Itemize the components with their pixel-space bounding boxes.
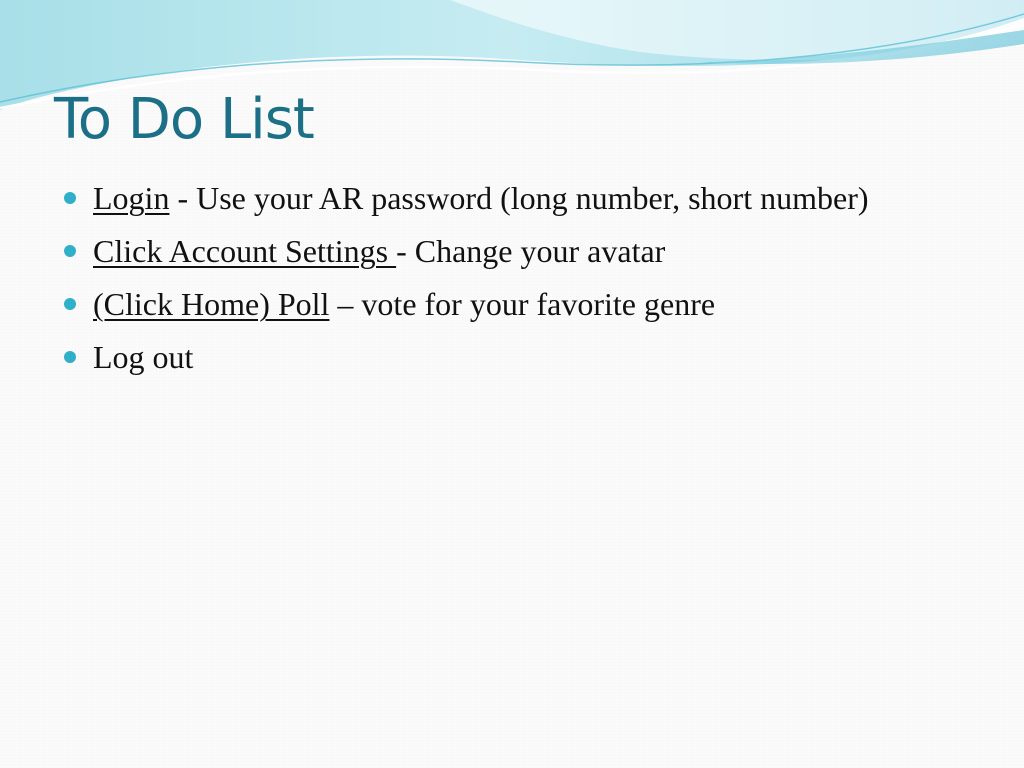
list-item-text: - Change your avatar bbox=[396, 233, 666, 269]
list-item bbox=[64, 282, 944, 326]
home-poll-link[interactable]: (Click Home) Poll bbox=[93, 286, 330, 322]
slide-title: To Do List bbox=[54, 87, 314, 152]
list-item bbox=[64, 176, 944, 220]
list-item-text: Log out bbox=[93, 339, 194, 375]
bullet-dot-icon bbox=[64, 351, 76, 363]
bullet-dot-icon bbox=[64, 245, 76, 257]
list-item-text: – vote for your favorite genre bbox=[329, 286, 716, 322]
todo-list bbox=[64, 176, 944, 388]
bullet-dot-icon bbox=[64, 192, 76, 204]
list-item bbox=[64, 335, 944, 379]
bullet-dot-icon bbox=[64, 298, 76, 310]
account-settings-link[interactable]: Click Account Settings bbox=[93, 233, 397, 269]
list-item bbox=[64, 229, 944, 273]
login-link[interactable]: Login bbox=[93, 180, 170, 216]
list-item-text: - Use your AR password (long number, short number) bbox=[169, 180, 869, 216]
